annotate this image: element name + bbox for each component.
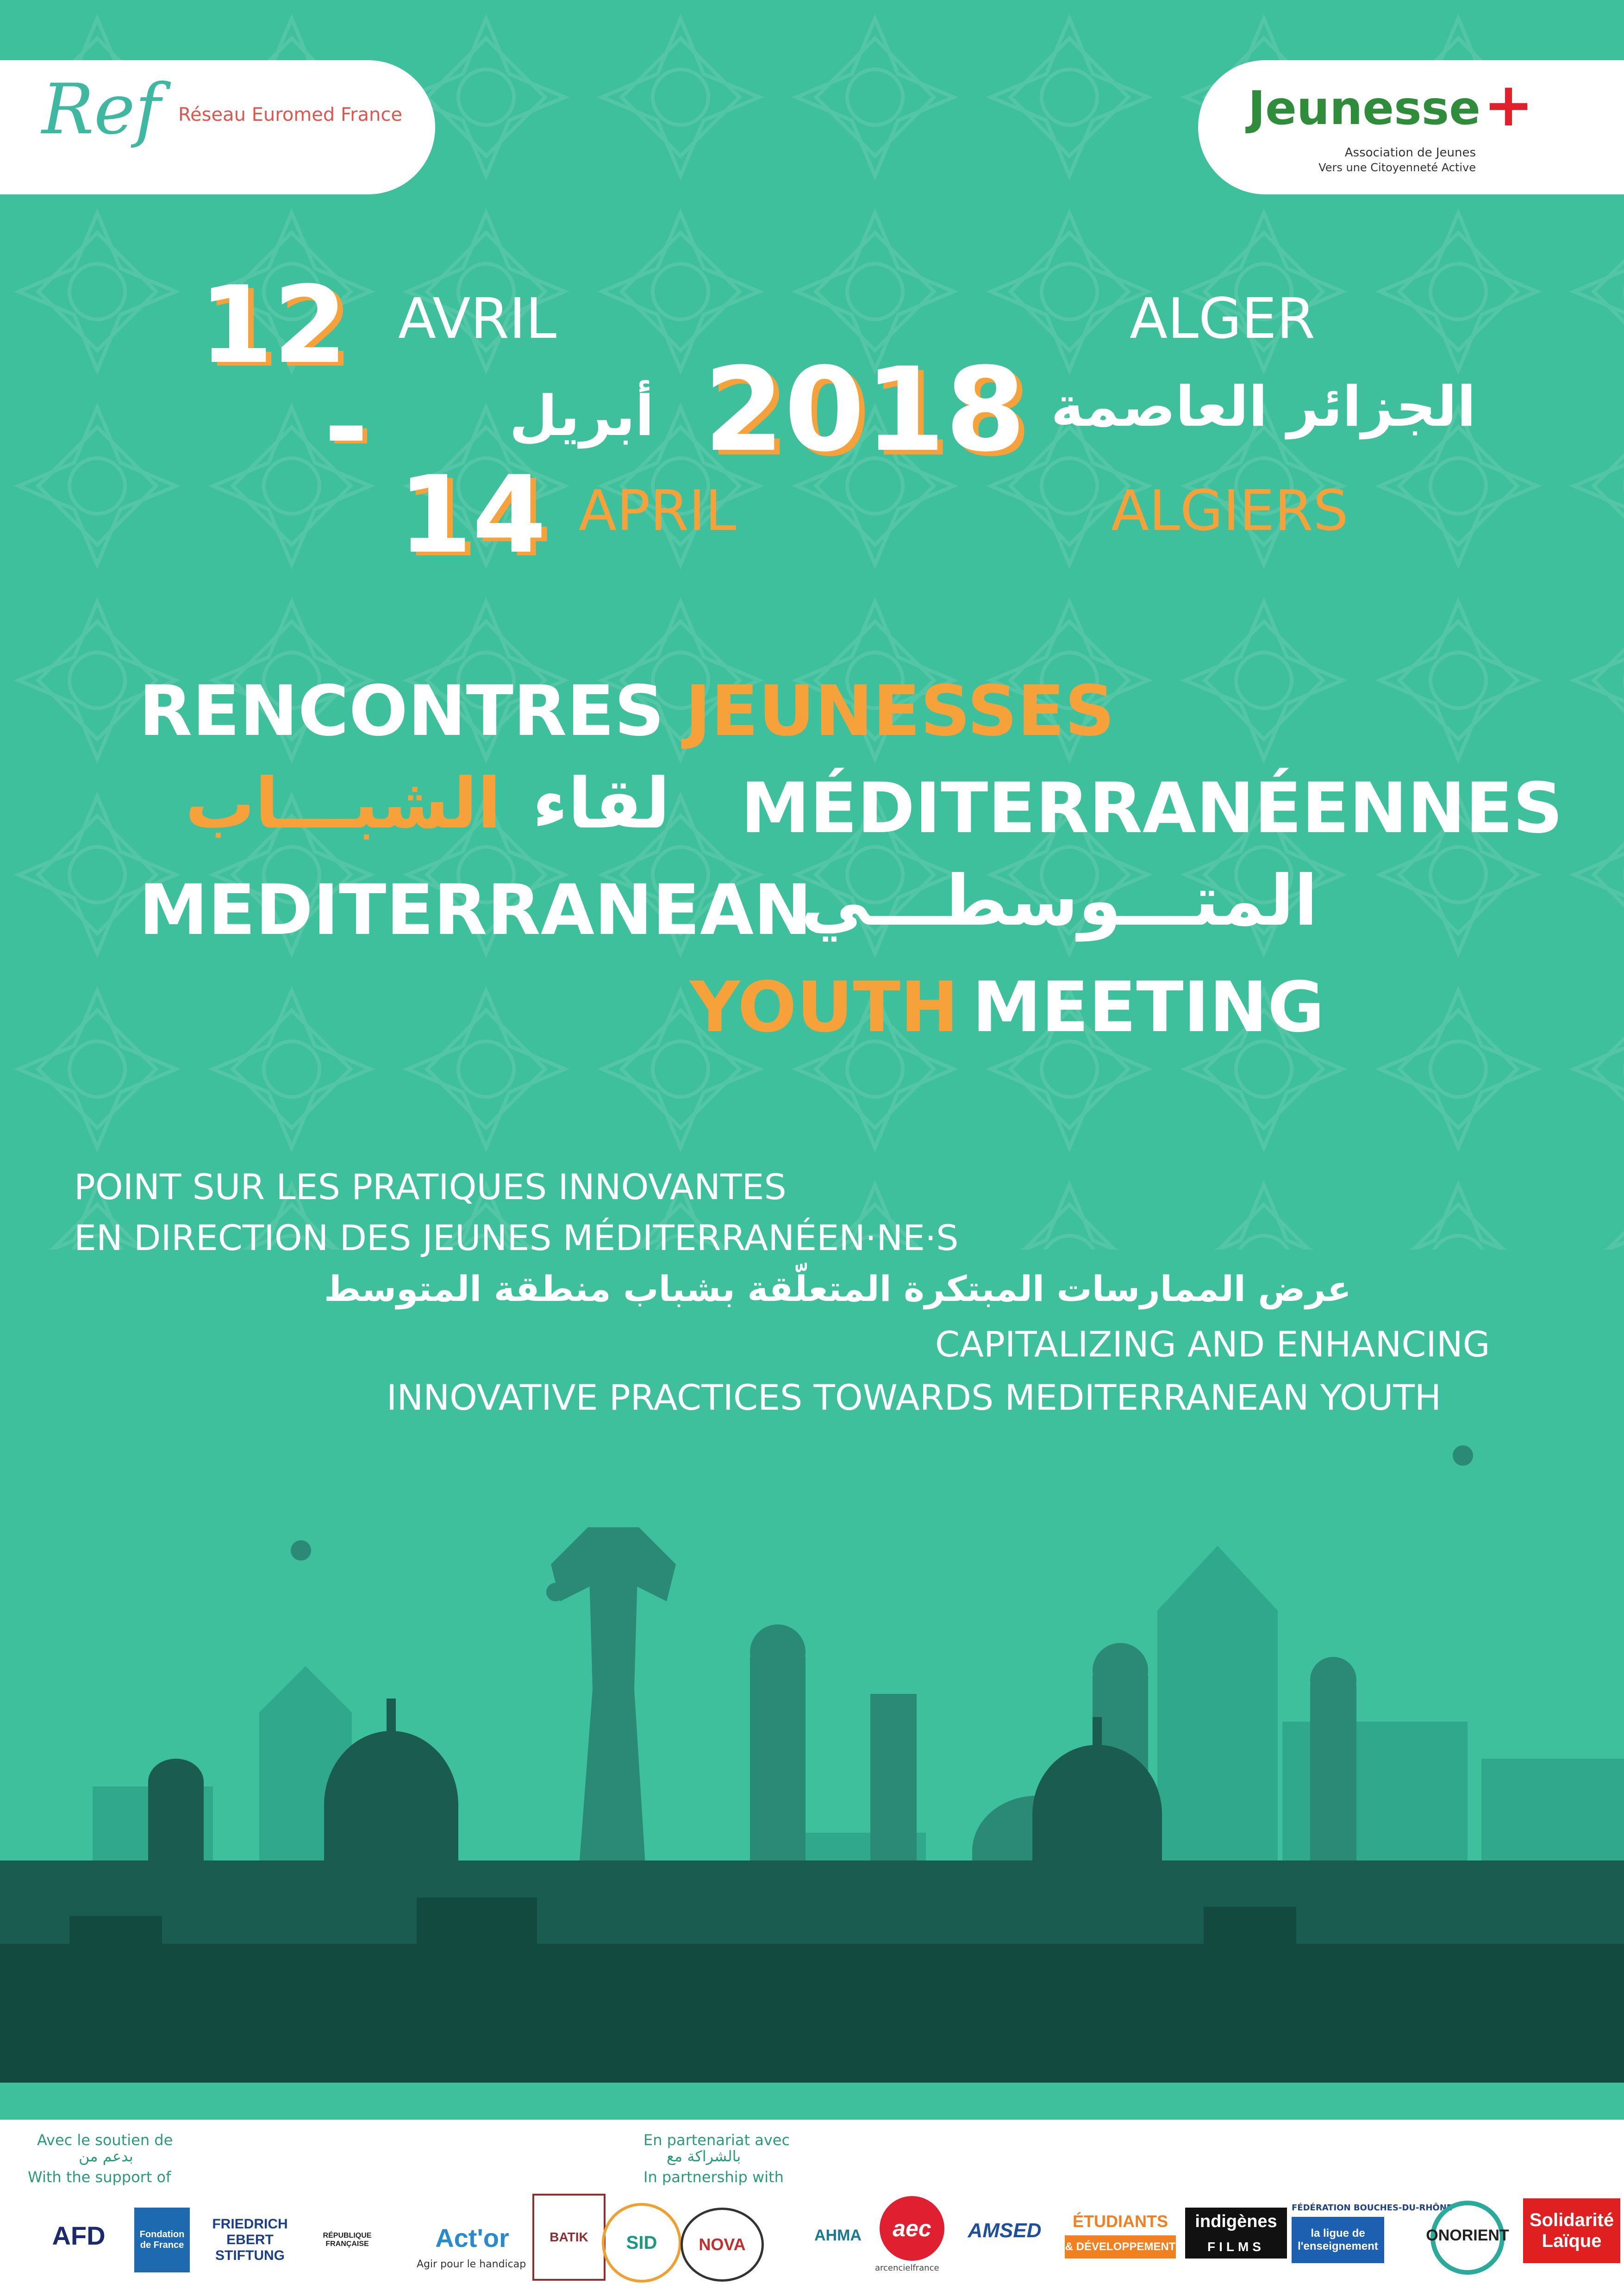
jeunesse-plus-cross-icon: + [1483,69,1534,140]
republique-francaise-logo: RÉPUBLIQUE FRANÇAISE [323,2232,372,2248]
actor-logo: Act'or [435,2223,509,2252]
ref-logo: Ref [42,69,161,150]
solidarite-laique-logo: Solidarité Laïque [1523,2198,1620,2263]
fondation-de-france-logo: Fondation de France [134,2208,190,2272]
location-en: ALGIERS [1111,479,1349,543]
month-ar: أبريل [509,384,655,448]
location-fr: ALGER [1130,287,1316,351]
title-meeting: MEETING [972,967,1324,1048]
end-day: 14 [398,454,547,577]
title-mediterraneennes: MÉDITERRANÉENNES [741,768,1563,849]
batik-logo: BATIK [532,2194,606,2281]
jeunesse-plus-subtitle-2: Vers une Citoyenneté Active [1318,161,1476,174]
partner-label-ar: بالشراكة مع [667,2147,741,2165]
nova-logo: NOVA [681,2208,764,2282]
location-ar: الجزائر العاصمة [1051,375,1476,439]
jeunesse-plus-logo: Jeunesse [1248,81,1480,135]
title-youth: YOUTH [690,967,959,1048]
date-dash: - [324,366,369,489]
ligue-enseignement-logo: la ligue de l'enseignement [1292,2217,1384,2263]
aec-logo: aec [880,2196,944,2261]
afd-logo: AFD [52,2221,106,2250]
support-label-en: With the support of [28,2168,171,2186]
title-mediterranean: MEDITERRANEAN [139,870,812,951]
sid-logo: SID [602,2203,681,2283]
support-label-ar: بدعم من [79,2147,133,2165]
ahma-logo: AHMA [814,2226,862,2244]
etudiants-developpement-logo: & DÉVELOPPEMENT [1065,2235,1176,2259]
month-en: APRIL [579,479,737,543]
subtitle-fr-1: POINT SUR LES PRATIQUES INNOVANTES [74,1166,787,1207]
indigenes-films-logo: FILMS [1185,2235,1287,2259]
subtitle-ar: عرض الممارسات المبتكرة المتعلّقة بشباب منطقة المتوسط [324,1268,1351,1309]
partner-label-fr: En partenariat avec [643,2131,790,2149]
ligue-federation-label: FÉDÉRATION BOUCHES-DU-RHÔNE [1292,2203,1453,2213]
jeunesse-plus-subtitle-1: Association de Jeunes [1344,146,1476,160]
etudiants-logo: ÉTUDIANTS [1073,2212,1168,2231]
ref-organization-name: Réseau Euromed France [178,104,402,125]
title-rencontres: RENCONTRES [139,671,664,752]
amsed-logo: AMSED [968,2219,1042,2242]
friedrich-ebert-logo: FRIEDRICH EBERT STIFTUNG [212,2216,288,2263]
title-ar-shabab: الشبـــاب [185,764,501,844]
indigenes-logo: indigènes [1185,2208,1287,2235]
subtitle-en-1: CAPITALIZING AND ENHANCING [935,1324,1490,1365]
algiers-skyline-illustration [0,1481,1624,2083]
partner-label-en: In partnership with [643,2168,784,2186]
title-jeunesses: JEUNESSES [685,671,1115,752]
year: 2018 [704,342,1026,477]
subtitle-en-2: INNOVATIVE PRACTICES TOWARDS MEDITERRANEAN YOUTH [387,1377,1442,1418]
subtitle-fr-2: EN DIRECTION DES JEUNES MÉDITERRANÉEN·NE·S [74,1217,959,1258]
start-day: 12 [199,264,348,387]
title-ar-liqa: لقاء [532,764,670,844]
title-ar-mutawassiti: المتـــوسطـــي [801,861,1318,941]
actor-subtitle: Agir pour le handicap [417,2259,526,2270]
month-fr: AVRIL [398,287,557,351]
support-label-fr: Avec le soutien de [37,2131,173,2149]
onorient-logo: ONORIENT [1426,2226,1509,2244]
aec-subtitle: arcencielfrance [875,2263,939,2273]
